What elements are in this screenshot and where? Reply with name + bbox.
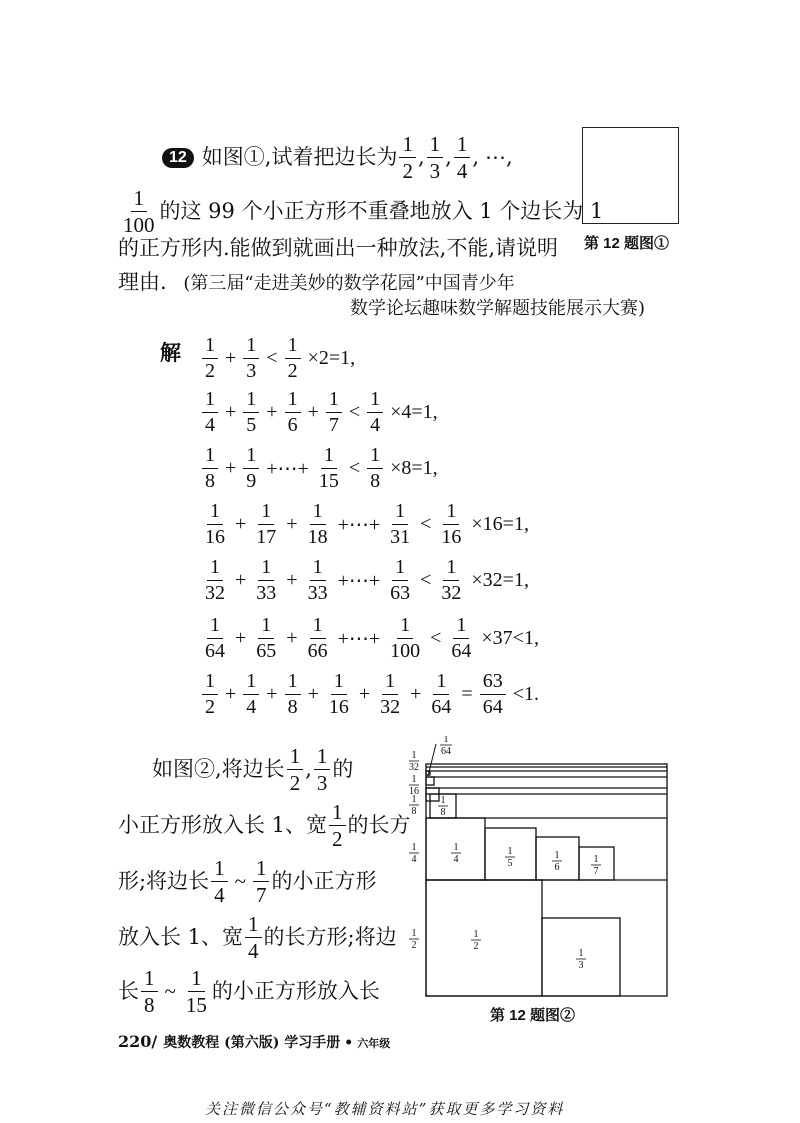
svg-text:1: 1: [593, 854, 599, 865]
operator: ×16=1,: [471, 513, 529, 535]
problem-line2-text: 的这 99 个小正方形不重叠地放入 1 个边长为 1: [159, 199, 604, 224]
operator: +⋯+: [266, 458, 309, 480]
explanation-line-5: 长 $\frac{1}{8}$ ~ $\frac{1}{15}$ 的小正方形放入长: [118, 966, 380, 1018]
operator: +: [286, 569, 298, 591]
fraction: $\frac{1}{18}$: [307, 500, 328, 548]
grade: 六年级: [357, 1037, 391, 1050]
solution-equation-6: [200, 614, 544, 663]
operator: +: [410, 683, 422, 705]
fraction: $\frac{1}{64}$: [451, 614, 472, 662]
svg-text:5: 5: [507, 858, 513, 869]
fraction: $\frac{1}{2}$: [329, 800, 346, 851]
operator: ×2=1,: [307, 347, 356, 369]
svg-text:64: 64: [441, 746, 451, 757]
svg-text:6: 6: [554, 862, 560, 873]
solution-equation-2: [200, 388, 443, 437]
problem-number-badge: 12: [162, 148, 194, 168]
fraction: $\frac{1}{15}$: [185, 966, 207, 1018]
fraction: $\frac{1}{16}$: [205, 500, 225, 548]
solution-equation-4: [200, 500, 534, 549]
svg-text:4: 4: [453, 854, 459, 865]
operator: +: [266, 683, 278, 705]
top-label-1-64: [440, 736, 452, 757]
fraction: $\frac{1}{8}$: [285, 670, 301, 719]
solution-equation-5: [200, 556, 534, 605]
operator: +⋯+: [337, 628, 381, 650]
operator: <: [420, 513, 432, 535]
operator: ×32=1,: [471, 569, 529, 591]
fraction: $\frac{1}{4}$: [367, 388, 383, 437]
fraction: $\frac{1}{2}$: [287, 744, 304, 795]
fraction: $\frac{1}{63}$: [390, 556, 411, 604]
operator: +⋯+: [337, 514, 381, 536]
operator: +: [225, 457, 237, 479]
operator: +: [307, 401, 319, 423]
fraction: $\frac{1}{4}$: [243, 670, 259, 719]
operator: ×4=1,: [390, 401, 438, 423]
operator: +: [235, 513, 247, 535]
explanation-line-2: 小正方形放入长 1、宽 $\frac{1}{2}$ 的长方: [118, 800, 411, 852]
svg-text:8: 8: [440, 807, 446, 818]
fraction: $\frac{1}{65}$: [256, 614, 277, 662]
fraction: $\frac{1}{31}$: [390, 500, 411, 548]
operator: +: [225, 683, 237, 705]
fraction: $\frac{1}{3}$: [314, 744, 331, 795]
side-label-1-8: [409, 794, 419, 817]
solution-equation-3: [200, 444, 443, 493]
fraction: $\frac{1}{4}$: [245, 912, 262, 963]
explanation-line-3: 形;将边长 $\frac{1}{4}$ ~ $\frac{1}{7}$ 的小正方形: [118, 856, 377, 908]
fraction: $\frac{1}{2}$: [202, 670, 218, 719]
fraction: $\frac{1}{64}$: [205, 614, 225, 662]
side-label-1-32: [409, 750, 419, 773]
operator: <: [266, 347, 278, 369]
problem-line-3: 的正方形内.能做到就画出一种放法,不能,请说明: [118, 236, 559, 260]
svg-text:1: 1: [554, 850, 560, 861]
fraction: $\frac{1}{3}$: [427, 132, 444, 183]
fraction: $\frac{1}{33}$: [256, 556, 277, 604]
svg-text:1: 1: [411, 794, 417, 805]
square-label-1-3: [576, 948, 586, 971]
book-title: 奥数教程 (第六版) 学习手册: [163, 1035, 341, 1051]
fraction: $\frac{1}{66}$: [307, 614, 328, 662]
fraction: $\frac{1}{2}$: [285, 334, 301, 383]
operator: ×37<1,: [481, 627, 539, 649]
square-label-1-5: [505, 846, 515, 869]
svg-text:2: 2: [411, 940, 417, 951]
operator: +: [266, 401, 278, 423]
square-1-32: [426, 777, 434, 785]
fraction: $\frac{1}{2}$: [399, 132, 416, 183]
svg-text:1: 1: [411, 750, 417, 761]
solution-equation-7: [200, 670, 544, 719]
fraction: $\frac{1}{7}$: [326, 388, 342, 437]
operator: <: [430, 627, 442, 649]
operator: <1.: [512, 683, 539, 705]
source-part-2: 数学论坛趣味数学解题技能展示大赛): [350, 298, 646, 319]
svg-text:1: 1: [411, 842, 417, 853]
svg-text:1: 1: [453, 842, 459, 853]
fraction: $\frac{1}{8}$: [141, 966, 158, 1017]
source-part-1: (第三届“走进美妙的数学花园”中国青少年: [183, 273, 515, 294]
fraction: $\frac{1}{4}$: [202, 388, 218, 437]
fraction: $\frac{1}{9}$: [243, 444, 259, 493]
side-label-1-4: [409, 842, 419, 865]
bottom-note: 关注微信公众号“教辅资料站”获取更多学习资料: [205, 1100, 565, 1118]
explanation-line-4: 放入长 1、宽 $\frac{1}{4}$ 的长方形;将边: [118, 912, 397, 964]
operator: +: [307, 683, 319, 705]
operator: ×8=1,: [390, 457, 438, 479]
figure1-square: [582, 127, 679, 224]
svg-text:1: 1: [473, 929, 479, 940]
page-footer: [118, 1032, 390, 1052]
operator: +: [225, 347, 237, 369]
operator: +: [235, 627, 247, 649]
operator: =: [461, 683, 473, 705]
svg-text:1: 1: [411, 774, 417, 785]
fraction: $\frac{1}{100}$: [390, 614, 421, 662]
operator: +: [286, 513, 298, 535]
operator: <: [420, 569, 432, 591]
fraction: $\frac{1}{33}$: [307, 556, 328, 604]
figure1-caption: 第 12 题图①: [584, 235, 670, 252]
fraction: $\frac{1}{16}$: [441, 500, 462, 548]
operator: +: [358, 683, 371, 705]
figure2-diagram: [400, 736, 680, 1000]
fraction: $\frac{63}{64}$: [480, 670, 506, 719]
svg-text:1: 1: [443, 736, 449, 745]
square-label-1-2: [471, 929, 481, 952]
fraction: $\frac{1}{7}$: [253, 856, 270, 907]
figure2-caption: 第 12 题图②: [490, 1007, 576, 1024]
operator: +: [225, 401, 237, 423]
fraction: $\frac{1}{5}$: [243, 388, 259, 437]
operator: <: [348, 401, 361, 423]
svg-text:1: 1: [411, 928, 417, 939]
fraction: $\frac{1}{16}$: [328, 670, 349, 718]
fraction: $\frac{1}{4}$: [454, 132, 471, 183]
square-label-1-6: [552, 850, 562, 873]
square-label-1-7: [591, 854, 601, 877]
svg-text:2: 2: [473, 941, 479, 952]
footer-dot: •: [344, 1035, 354, 1051]
footer-slash: /: [151, 1032, 158, 1051]
fraction: $\frac{1}{6}$: [285, 388, 301, 437]
page-number: 220: [118, 1032, 152, 1051]
side-label-1-2: [409, 928, 419, 951]
fraction: $\frac{1}{100}$: [123, 186, 155, 238]
fraction: $\frac{1}{3}$: [243, 334, 259, 383]
solution-equation-1: [200, 334, 360, 383]
fraction: $\frac{1}{2}$: [202, 334, 218, 383]
fraction: $\frac{1}{8}$: [202, 444, 218, 493]
svg-text:3: 3: [578, 960, 584, 971]
svg-text:32: 32: [409, 762, 419, 773]
solution-label: 解: [160, 340, 181, 365]
operator: +: [235, 569, 247, 591]
fraction: $\frac{1}{32}$: [205, 556, 225, 604]
svg-text:1: 1: [507, 846, 513, 857]
svg-text:8: 8: [411, 806, 417, 817]
operator: +: [286, 627, 298, 649]
fraction: $\frac{1}{32}$: [441, 556, 462, 604]
square-label-1-4: [451, 842, 461, 865]
svg-text:7: 7: [593, 866, 599, 877]
fraction: $\frac{1}{8}$: [367, 444, 383, 493]
svg-text:1: 1: [440, 795, 446, 806]
fraction: $\frac{1}{4}$: [211, 856, 228, 907]
problem-line-1: 12 如图①,试着把边长为 $\frac{1}{2}$ , $\frac{1}{3}$ , $\frac{1}{4}$ , ⋯,: [162, 132, 513, 183]
square-1-2: [426, 880, 542, 996]
problem-line-2: [118, 186, 603, 237]
operator: +⋯+: [337, 570, 381, 592]
fraction: $\frac{1}{32}$: [380, 670, 401, 718]
fraction: $\frac{1}{17}$: [256, 500, 277, 548]
fraction: $\frac{1}{15}$: [318, 444, 339, 492]
problem-line-4: 理由. (第三届“走进美妙的数学花园”中国青少年: [118, 270, 515, 294]
svg-text:4: 4: [411, 854, 417, 865]
ellipsis: ⋯,: [485, 145, 513, 170]
problem-line1-prefix: 如图①,试着把边长为: [201, 145, 398, 170]
operator: <: [348, 457, 361, 479]
svg-text:1: 1: [578, 948, 584, 959]
fraction: $\frac{1}{64}$: [431, 670, 452, 718]
explanation-line-1: 如图②,将边长 $\frac{1}{2}$ , $\frac{1}{3}$ 的: [152, 744, 354, 796]
svg-text:16: 16: [409, 786, 419, 797]
